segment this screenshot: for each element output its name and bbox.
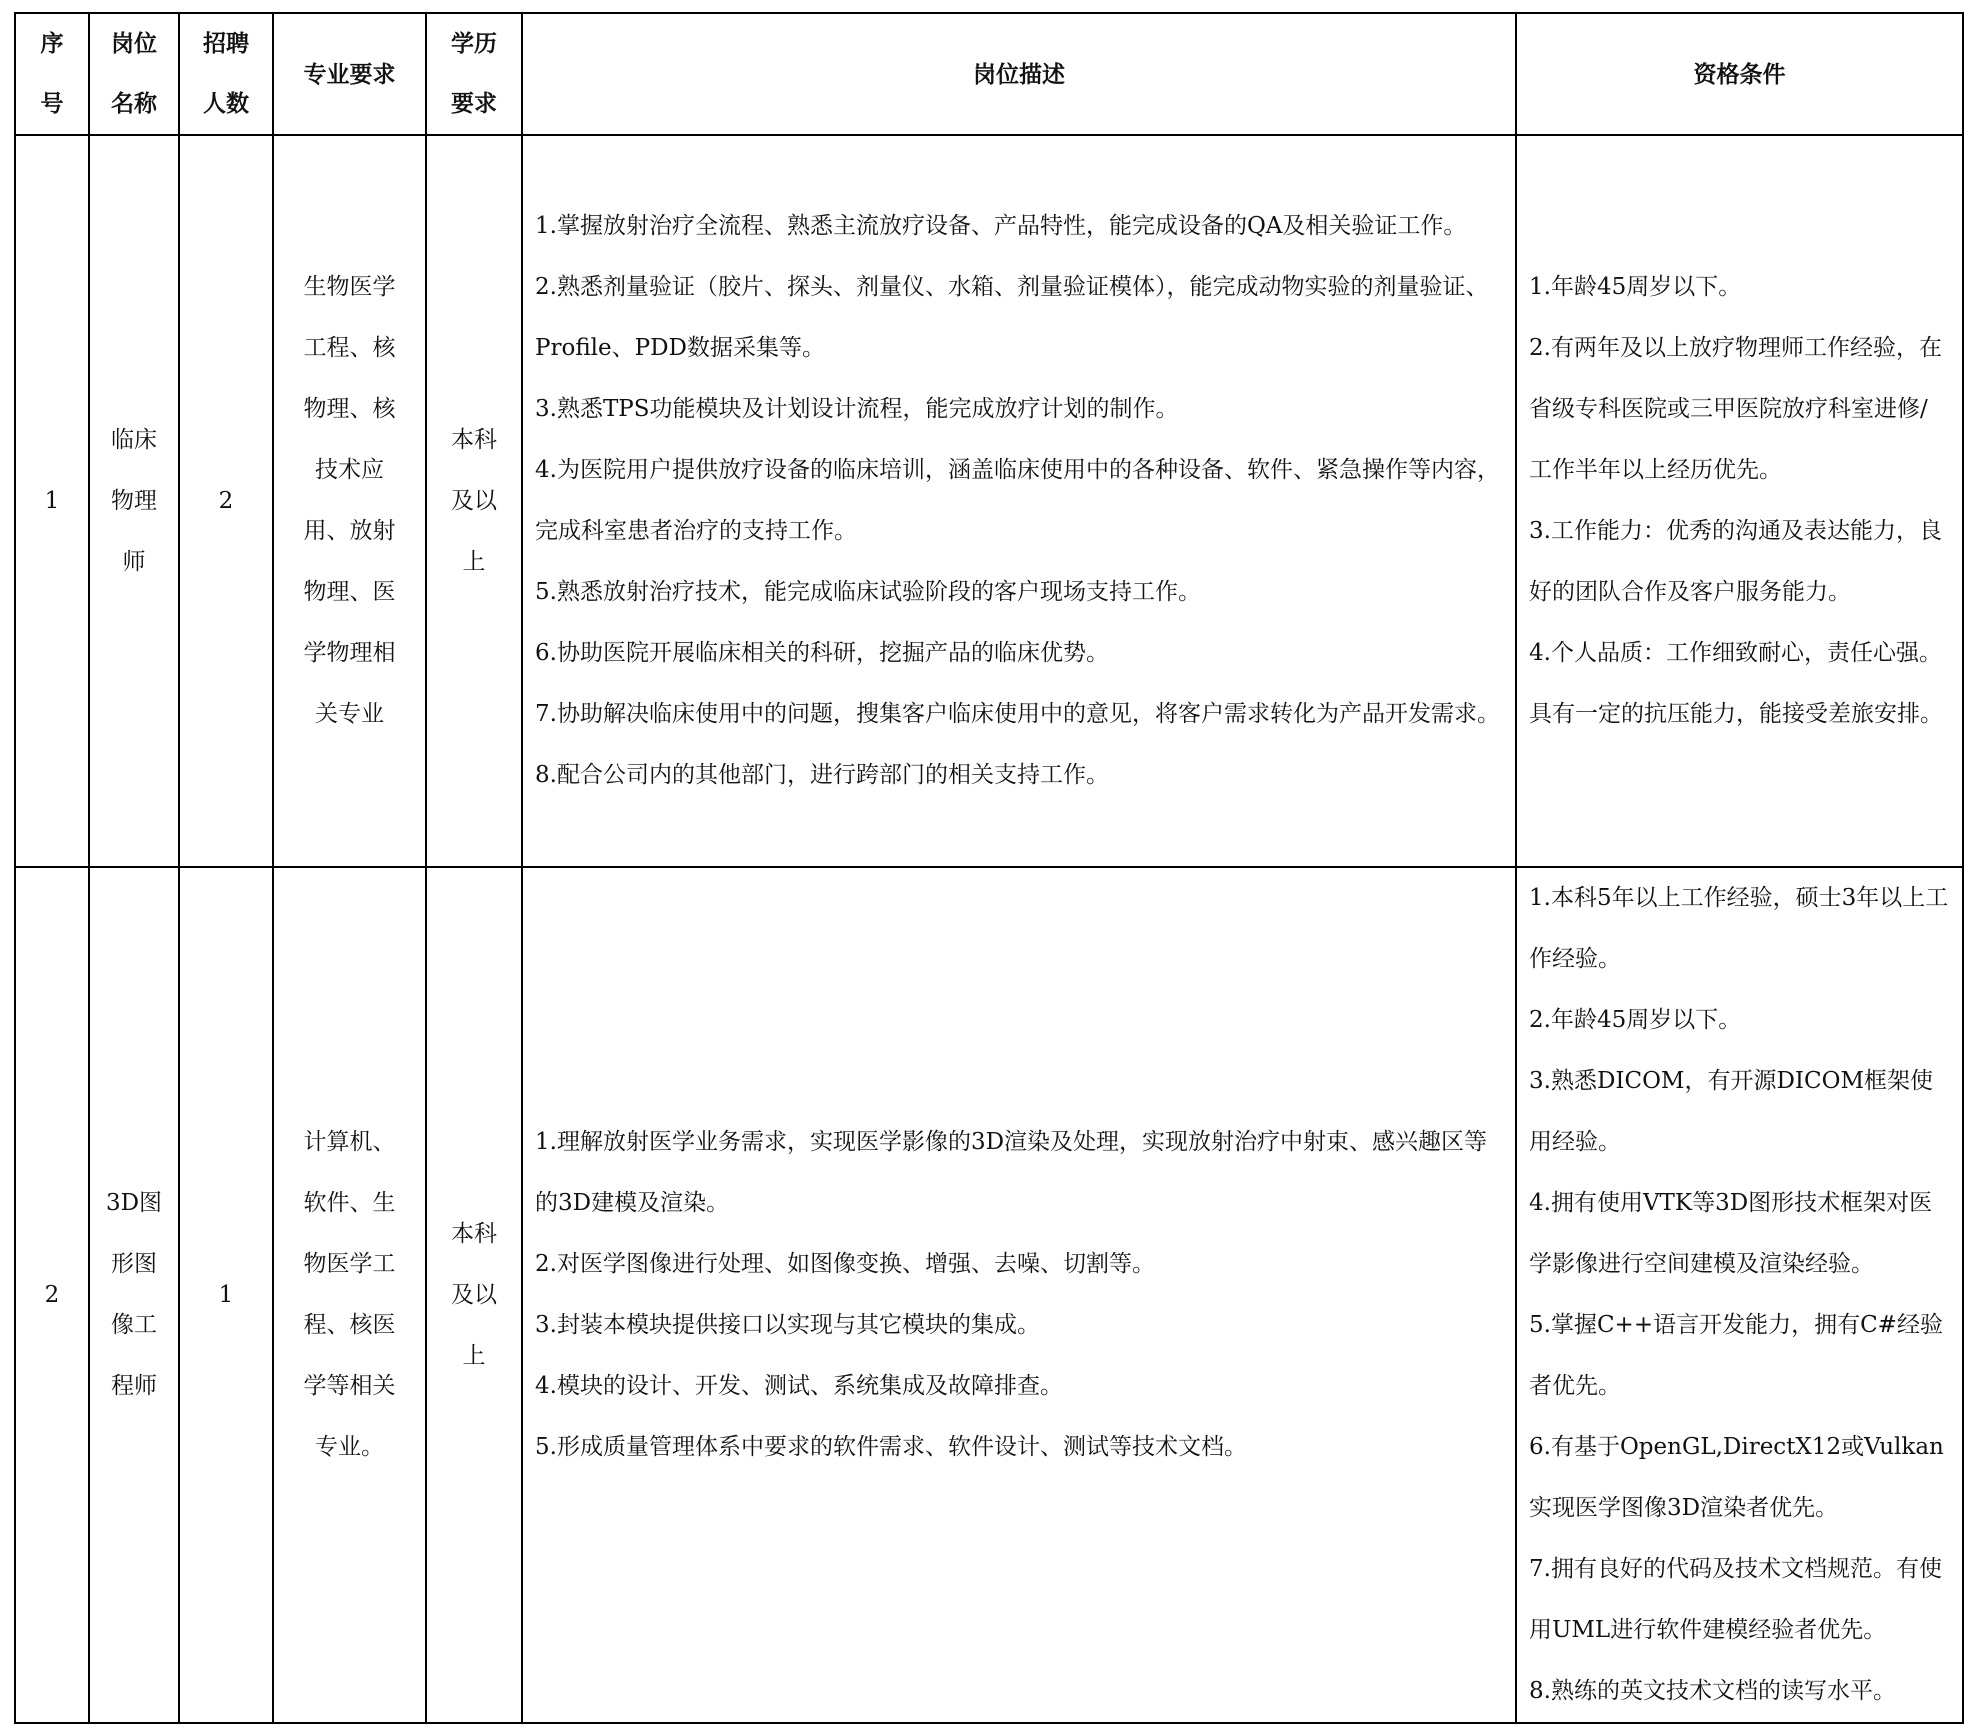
description-item: 7.协助解决临床使用中的问题，搜集客户临床使用中的意见，将客户需求转化为产品开发需求。 (535, 701, 1500, 727)
cell-description (522, 135, 1516, 867)
description-item: 2.对医学图像进行处理、如图像变换、增强、去噪、切割等。 (535, 1251, 1155, 1277)
qualification-item: 3.工作能力：优秀的沟通及表达能力，良好的团队合作及客户服务能力。 (1529, 518, 1942, 605)
qualification-item: 1.年龄45周岁以下。 (1529, 274, 1742, 300)
qualification-item: 2.有两年及以上放疗物理师工作经验，在省级专科医院或三甲医院放疗科室进修/工作半年以上经历优先。 (1529, 335, 1942, 483)
header-qualifications: 资格条件 (1516, 13, 1963, 135)
description-item: 5.形成质量管理体系中要求的软件需求、软件设计、测试等技术文档。 (535, 1434, 1247, 1460)
cell-description (522, 867, 1516, 1723)
description-item: 8.配合公司内的其他部门，进行跨部门的相关支持工作。 (535, 762, 1109, 788)
header-education: 学历 要求 (426, 13, 522, 135)
description-item: 5.熟悉放射治疗技术，能完成临床试验阶段的客户现场支持工作。 (535, 579, 1201, 605)
table-row (15, 867, 1963, 1723)
cell-major: 生物医学 工程、核 物理、核 技术应 用、放射 物理、医 学物理相 关专业 (273, 135, 426, 867)
cell-position: 3D图 形图 像工 程师 (89, 867, 179, 1723)
header-major: 专业要求 (273, 13, 426, 135)
cell-position: 临床 物理 师 (89, 135, 179, 867)
cell-education: 本科 及以 上 (426, 867, 522, 1723)
qualification-item: 2.年龄45周岁以下。 (1529, 1007, 1742, 1033)
description-item: 4.模块的设计、开发、测试、系统集成及故障排查。 (535, 1373, 1063, 1399)
qualification-item: 5.掌握C++语言开发能力，拥有C#经验者优先。 (1529, 1312, 1943, 1399)
cell-headcount: 2 (179, 135, 273, 867)
qualification-item: 1.本科5年以上工作经验，硕士3年以上工作经验。 (1529, 885, 1949, 972)
qualification-item: 8.熟练的英文技术文档的读写水平。 (1529, 1678, 1896, 1704)
header-headcount: 招聘 人数 (179, 13, 273, 135)
description-item: 1.掌握放射治疗全流程、熟悉主流放疗设备、产品特性，能完成设备的QA及相关验证工作。 (535, 213, 1467, 239)
header-row (15, 13, 1963, 135)
cell-qualifications (1516, 135, 1963, 867)
header-position: 岗位 名称 (89, 13, 179, 135)
cell-headcount: 1 (179, 867, 273, 1723)
qualification-item: 6.有基于OpenGL,DirectX12或Vulkan实现医学图像3D渲染者优先。 (1529, 1434, 1944, 1521)
qualification-item: 4.拥有使用VTK等3D图形技术框架对医学影像进行空间建模及渲染经验。 (1529, 1190, 1933, 1277)
cell-qualifications (1516, 867, 1963, 1723)
description-item: 1.理解放射医学业务需求，实现医学影像的3D渲染及处理，实现放射治疗中射束、感兴趣区等的3D建模及渲染。 (535, 1129, 1488, 1216)
description-item: 4.为医院用户提供放疗设备的临床培训，涵盖临床使用中的各种设备、软件、紧急操作等内容，完成科室患者治疗的支持工作。 (535, 457, 1500, 544)
header-description: 岗位描述 (522, 13, 1516, 135)
qualification-item: 3.熟悉DICOM，有开源DICOM框架使用经验。 (1529, 1068, 1934, 1155)
description-item: 2.熟悉剂量验证（胶片、探头、剂量仪、水箱、剂量验证模体），能完成动物实验的剂量验证、Profile、PDD数据采集等。 (535, 274, 1489, 361)
header-index: 序 号 (15, 13, 89, 135)
cell-index: 2 (15, 867, 89, 1723)
table-row (15, 135, 1963, 867)
cell-major: 计算机、 软件、生 物医学工 程、核医 学等相关 专业。 (273, 867, 426, 1723)
cell-index: 1 (15, 135, 89, 867)
description-item: 6.协助医院开展临床相关的科研，挖掘产品的临床优势。 (535, 640, 1109, 666)
qualification-item: 4.个人品质：工作细致耐心，责任心强。具有一定的抗压能力，能接受差旅安排。 (1529, 640, 1943, 727)
job-posting-table (14, 12, 1964, 1724)
qualification-item: 7.拥有良好的代码及技术文档规范。有使用UML进行软件建模经验者优先。 (1529, 1556, 1942, 1643)
description-item: 3.封装本模块提供接口以实现与其它模块的集成。 (535, 1312, 1040, 1338)
cell-education: 本科 及以 上 (426, 135, 522, 867)
description-item: 3.熟悉TPS功能模块及计划设计流程，能完成放疗计划的制作。 (535, 396, 1179, 422)
